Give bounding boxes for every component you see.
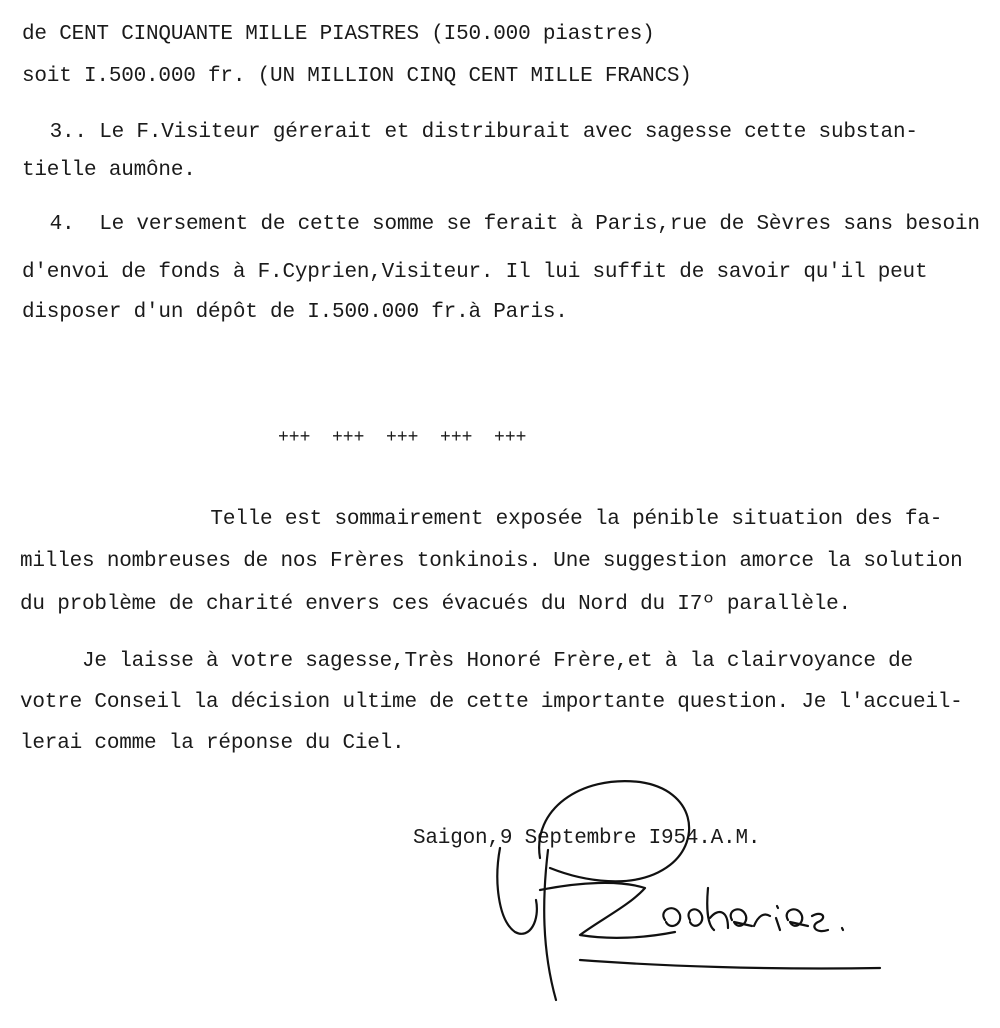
signature	[470, 770, 890, 1010]
item-4-line-1: 4. Le versement de cette somme se ferait à Paris,rue de Sèvres sans besoin	[0, 213, 980, 236]
conclusion-line-1: Telle est sommairement exposée la pénible situation des fa-	[12, 508, 943, 531]
section-separator: +++ +++ +++ +++ +++	[278, 428, 527, 448]
item-4-line-2: d'envoi de fonds à F.Cyprien,Visiteur. Il lui suffit de savoir qu'il peut	[22, 261, 928, 284]
opening-line-1: de CENT CINQUANTE MILLE PIASTRES (I50.000 piastres)	[22, 23, 655, 46]
item-3-line-1: 3.. Le F.Visiteur gérerait et distriburait avec sagesse cette substan-	[0, 121, 918, 144]
conclusion-line-3: du problème de charité envers ces évacués du Nord du I7º parallèle.	[20, 593, 851, 616]
dateline: Saigon,9 Septembre I954.A.M.	[413, 827, 761, 850]
item-3-line-2: tielle aumône.	[22, 159, 196, 182]
conclusion-line-2: milles nombreuses de nos Frères tonkinois. Une suggestion amorce la solution	[20, 550, 963, 573]
item-4-line-3: disposer d'un dépôt de I.500.000 fr.à Paris.	[22, 301, 568, 324]
closing-line-1: Je laisse à votre sagesse,Très Honoré Frère,et à la clairvoyance de	[20, 650, 913, 673]
opening-line-2: soit I.500.000 fr. (UN MILLION CINQ CENT MILLE FRANCS)	[22, 65, 692, 88]
closing-line-2: votre Conseil la décision ultime de cette importante question. Je l'accueil-	[20, 691, 963, 714]
closing-line-3: lerai comme la réponse du Ciel.	[20, 732, 405, 755]
